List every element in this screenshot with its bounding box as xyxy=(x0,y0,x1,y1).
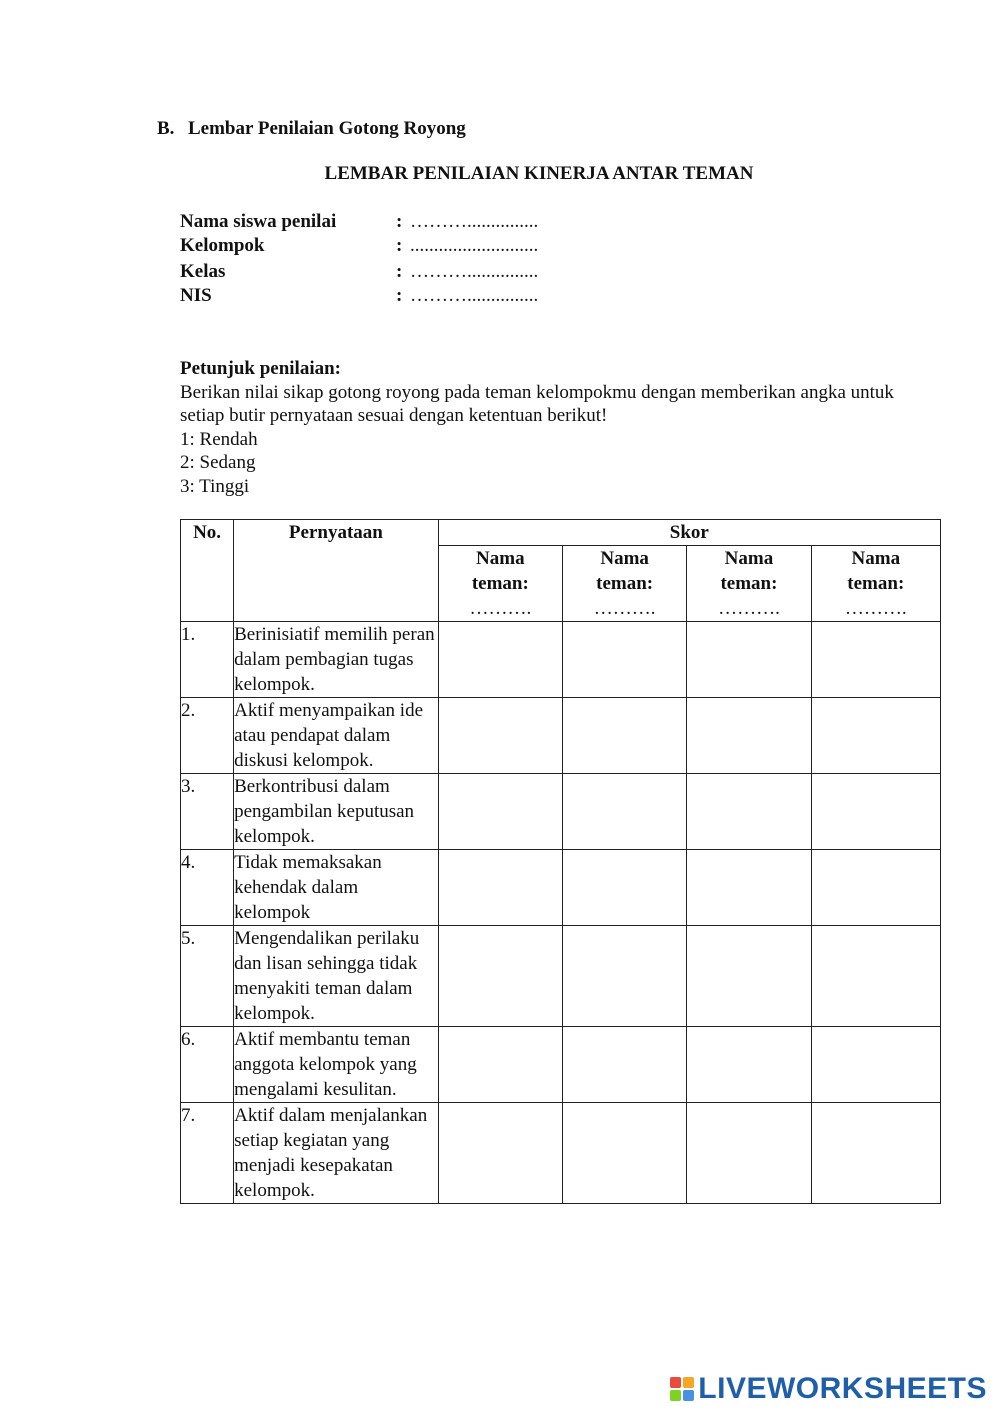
score-cell[interactable] xyxy=(687,622,811,698)
friend-header-2[interactable] xyxy=(562,546,686,622)
table-row xyxy=(181,850,941,926)
liveworksheets-logo[interactable] xyxy=(670,1372,987,1406)
friend-label: Nama xyxy=(600,548,649,569)
assessment-table xyxy=(180,519,941,1204)
score-cell[interactable] xyxy=(562,774,686,850)
score-cell[interactable] xyxy=(811,1027,940,1103)
table-row xyxy=(181,1027,941,1103)
score-cell[interactable] xyxy=(811,850,940,926)
friend-header-4[interactable] xyxy=(811,546,940,622)
friend-label: teman: xyxy=(720,573,778,594)
logo-square xyxy=(683,1377,694,1388)
score-cell[interactable] xyxy=(438,774,562,850)
section-title: Lembar Penilaian Gotong Royong xyxy=(188,118,466,139)
score-cell[interactable] xyxy=(438,1103,562,1204)
score-cell[interactable] xyxy=(687,698,811,774)
row-statement: Berinisiatif memilih peran dalam pembagian tugas kelompok. xyxy=(234,622,439,698)
friend-label: teman: xyxy=(471,573,529,594)
friend-label: teman: xyxy=(596,573,654,594)
identity-value-field[interactable]: ………............... xyxy=(410,211,539,232)
logo-square xyxy=(670,1390,681,1401)
instructions-heading: Petunjuk penilaian: xyxy=(180,358,342,379)
score-cell[interactable] xyxy=(562,850,686,926)
scale-item: 1: Rendah xyxy=(180,428,258,450)
score-cell[interactable] xyxy=(438,622,562,698)
identity-colon: : xyxy=(396,235,403,256)
score-cell[interactable] xyxy=(438,926,562,1027)
friend-header-3[interactable] xyxy=(687,546,811,622)
identity-colon: : xyxy=(396,285,403,306)
score-cell[interactable] xyxy=(562,1027,686,1103)
row-statement: Mengendalikan perilaku dan lisan sehingga tidak menyakiti teman dalam kelompok. xyxy=(234,926,439,1027)
friend-placeholder: ………. xyxy=(593,598,656,619)
header-score: Skor xyxy=(438,520,940,546)
row-number: 5. xyxy=(181,926,234,1027)
logo-mark-icon xyxy=(670,1377,694,1401)
score-cell[interactable] xyxy=(811,622,940,698)
score-cell[interactable] xyxy=(687,850,811,926)
friend-header-1[interactable] xyxy=(438,546,562,622)
score-cell[interactable] xyxy=(687,774,811,850)
logo-square xyxy=(683,1390,694,1401)
header-statement: Pernyataan xyxy=(234,520,439,622)
score-cell[interactable] xyxy=(438,850,562,926)
score-cell[interactable] xyxy=(562,926,686,1027)
scale-item: 3: Tinggi xyxy=(180,475,250,497)
friend-placeholder: ………. xyxy=(469,598,532,619)
identity-value-field[interactable]: ........................... xyxy=(410,235,539,256)
score-cell[interactable] xyxy=(562,698,686,774)
row-number: 4. xyxy=(181,850,234,926)
score-cell[interactable] xyxy=(562,1103,686,1204)
identity-label: NIS xyxy=(180,285,212,306)
sheet-title: LEMBAR PENILAIAN KINERJA ANTAR TEMAN xyxy=(324,163,754,184)
table-row xyxy=(181,698,941,774)
score-cell[interactable] xyxy=(562,622,686,698)
score-cell[interactable] xyxy=(811,926,940,1027)
table-row xyxy=(181,622,941,698)
logo-text: LIVEWORKSHEETS xyxy=(698,1372,987,1405)
friend-label: Nama xyxy=(724,548,774,569)
table-row xyxy=(181,774,941,850)
identity-colon: : xyxy=(396,211,403,232)
row-statement: Aktif membantu teman anggota kelompok yang mengalami kesulitan. xyxy=(234,1027,439,1103)
row-number: 6. xyxy=(181,1027,234,1103)
identity-row-group xyxy=(180,235,538,257)
score-cell[interactable] xyxy=(811,774,940,850)
score-cell[interactable] xyxy=(438,698,562,774)
scale-item: 2: Sedang xyxy=(180,452,256,473)
row-statement: Aktif dalam menjalankan setiap kegiatan yang menjadi kesepakatan kelompok. xyxy=(234,1103,439,1204)
identity-label: Kelompok xyxy=(180,235,265,256)
friend-placeholder: ………. xyxy=(718,598,780,619)
identity-label: Nama siswa penilai xyxy=(180,211,337,232)
score-cell[interactable] xyxy=(811,1103,940,1204)
row-statement: Aktif menyampaikan ide atau pendapat dalam diskusi kelompok. xyxy=(234,698,439,774)
identity-row-class xyxy=(180,261,538,283)
section-heading xyxy=(157,118,466,140)
identity-row-nis xyxy=(180,285,538,307)
table-row xyxy=(181,1103,941,1204)
row-number: 2. xyxy=(181,698,234,774)
identity-label: Kelas xyxy=(180,261,226,282)
row-number: 3. xyxy=(181,774,234,850)
row-statement: Tidak memaksakan kehendak dalam kelompok xyxy=(234,850,439,926)
row-statement: Berkontribusi dalam pengambilan keputusan kelompok. xyxy=(234,774,439,850)
friend-label: teman: xyxy=(847,573,905,594)
score-cell[interactable] xyxy=(687,1103,811,1204)
identity-value-field[interactable]: ………............... xyxy=(410,285,539,306)
score-cell[interactable] xyxy=(438,1027,562,1103)
row-number: 1. xyxy=(181,622,234,698)
score-cell[interactable] xyxy=(687,926,811,1027)
section-number: B. xyxy=(157,118,175,139)
logo-square xyxy=(670,1377,681,1388)
identity-row-name xyxy=(180,211,538,233)
instructions-body: Berikan nilai sikap gotong royong pada teman kelompokmu dengan memberikan angka untuk setiap butir pernyataan sesuai dengan ketentuan berikut! xyxy=(180,381,894,426)
identity-value-field[interactable]: ………............... xyxy=(410,261,539,282)
friend-label: Nama xyxy=(851,548,901,569)
friend-label: Nama xyxy=(476,548,525,569)
header-no: No. xyxy=(181,520,234,622)
score-cell[interactable] xyxy=(687,1027,811,1103)
table-row xyxy=(181,926,941,1027)
friend-placeholder: ………. xyxy=(844,598,907,619)
score-cell[interactable] xyxy=(811,698,940,774)
row-number: 7. xyxy=(181,1103,234,1204)
identity-colon: : xyxy=(396,261,403,282)
instructions xyxy=(180,357,920,498)
